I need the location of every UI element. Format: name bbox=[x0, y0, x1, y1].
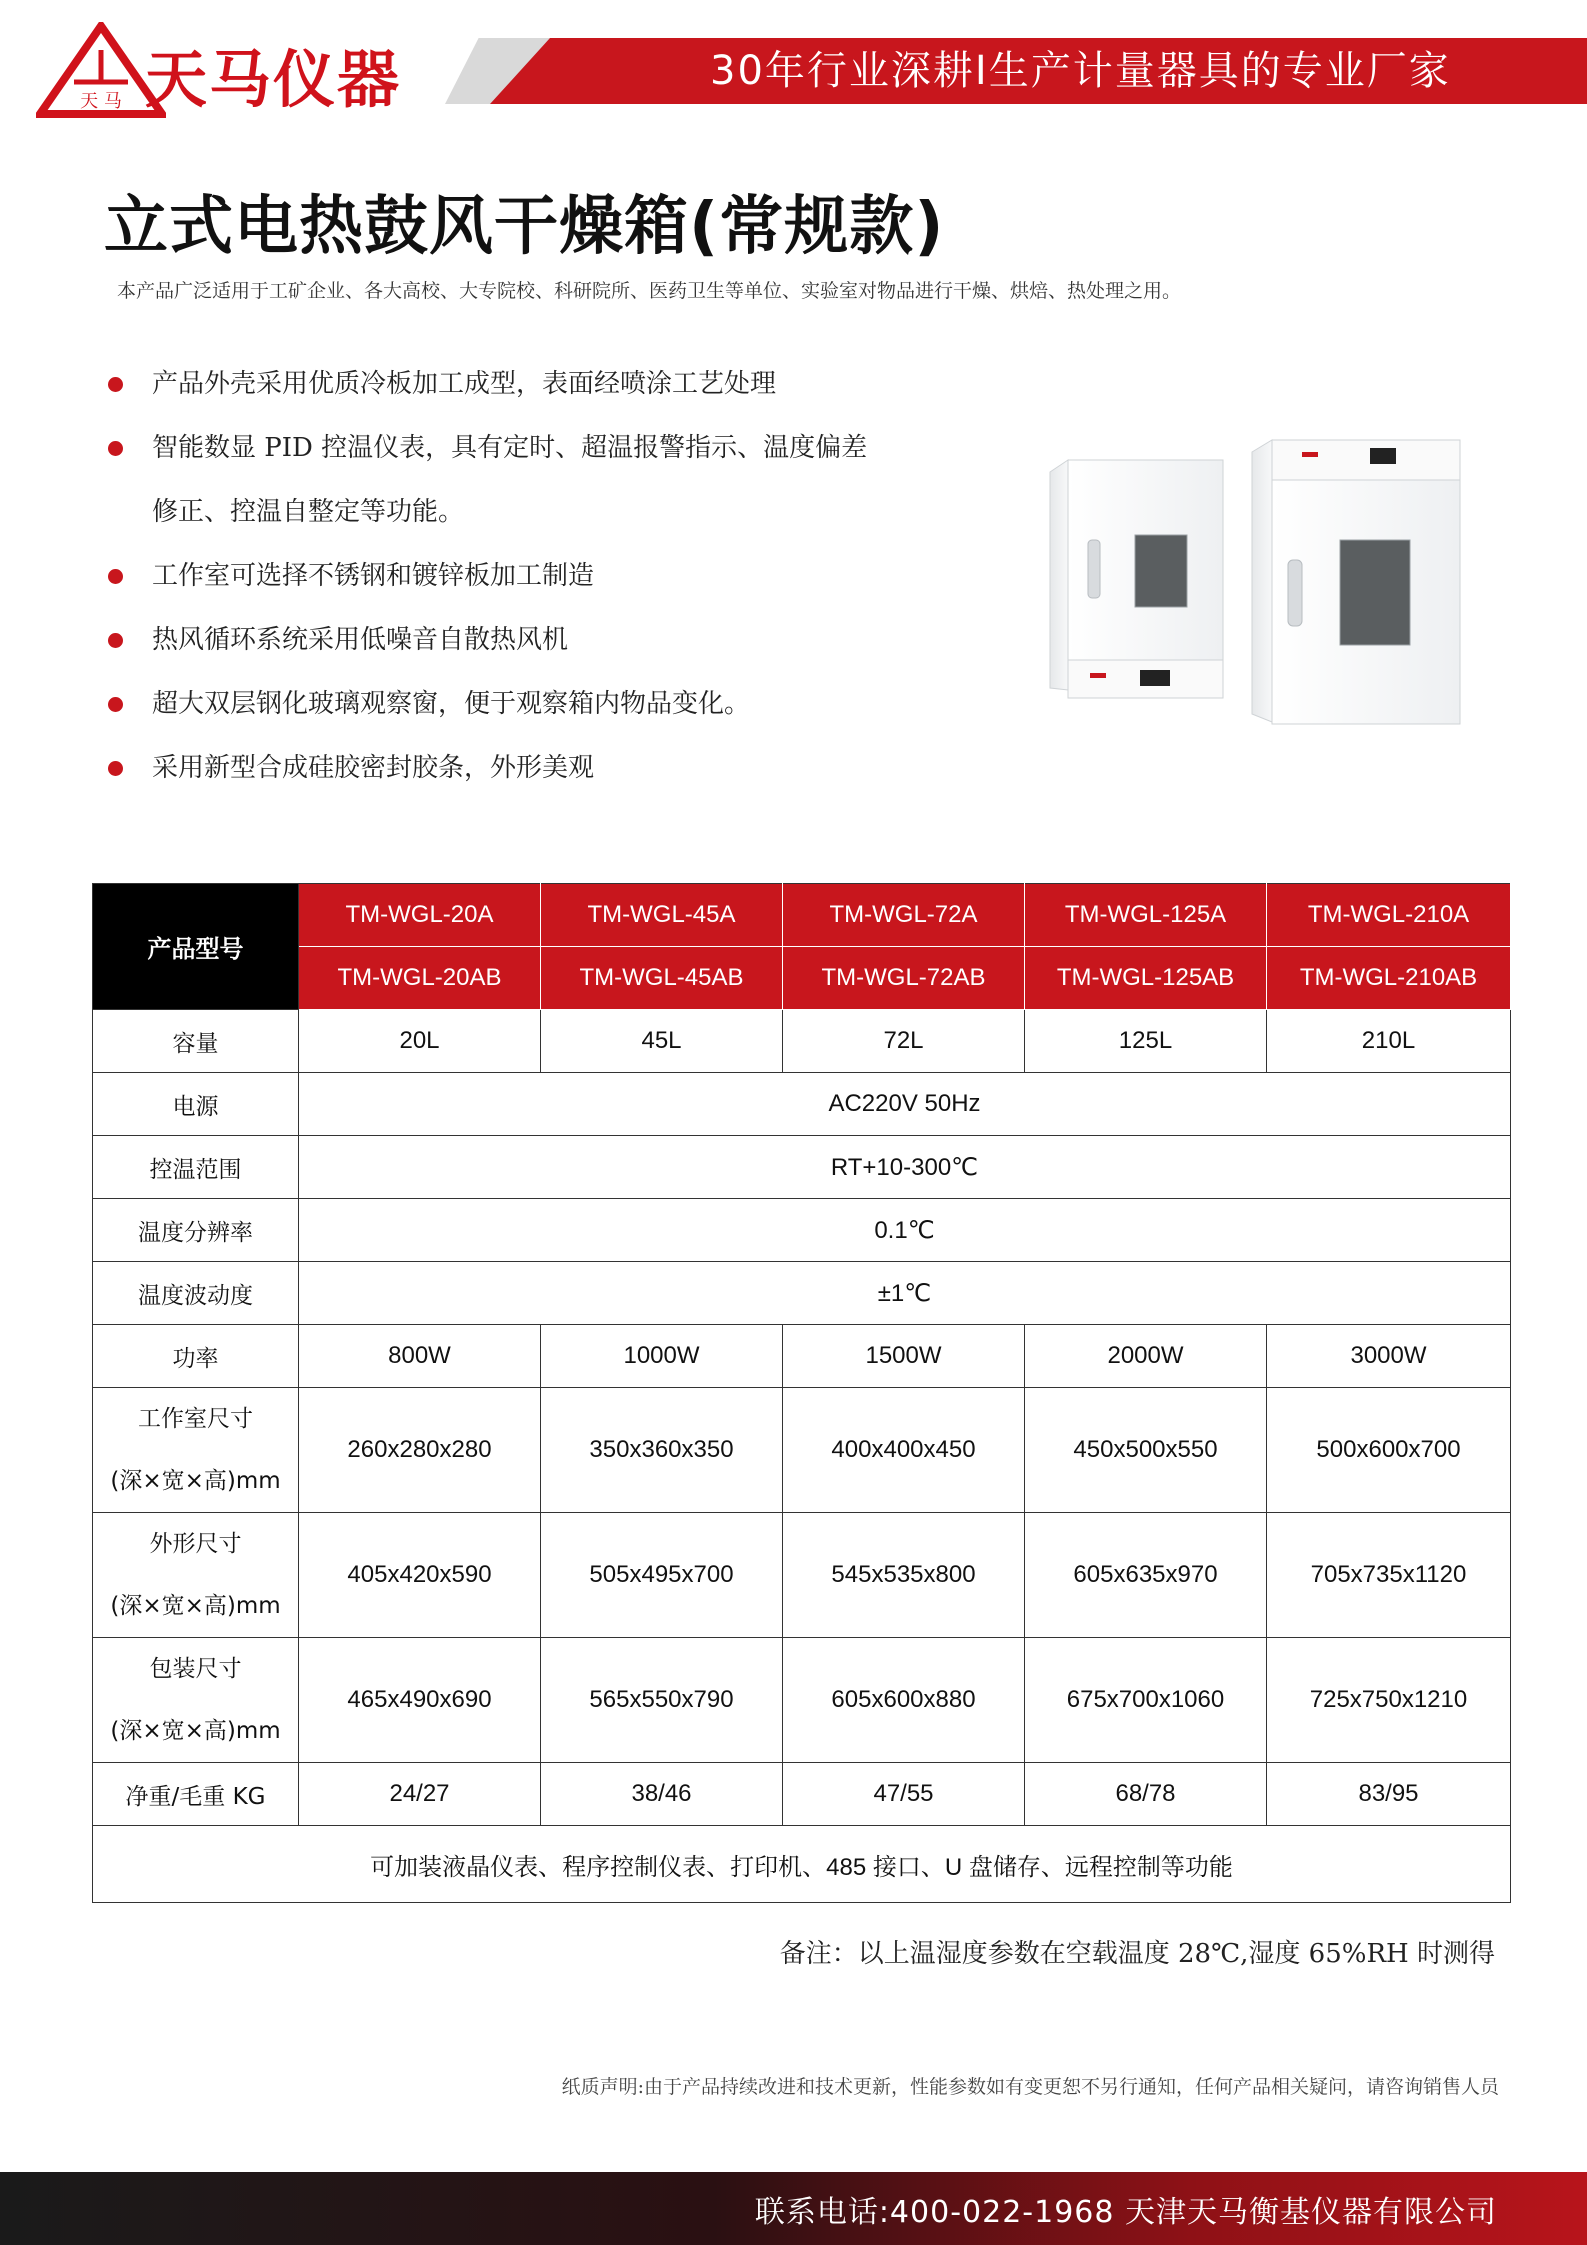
spec-table bbox=[92, 883, 1511, 1903]
table-cell: 725x750x1210 bbox=[1267, 1638, 1511, 1763]
table-cell: 545x535x800 bbox=[783, 1513, 1025, 1638]
bullet-dot-icon bbox=[108, 569, 123, 584]
table-cell: 675x700x1060 bbox=[1025, 1638, 1267, 1763]
page-header bbox=[0, 0, 1587, 130]
table-cell: 505x495x700 bbox=[541, 1513, 783, 1638]
table-row-package-size bbox=[93, 1638, 1511, 1763]
model-cell: TM-WGL-45A bbox=[541, 884, 783, 947]
options-note: 可加装液晶仪表、程序控制仪表、打印机、485 接口、U 盘储存、远程控制等功能 bbox=[93, 1826, 1511, 1903]
model-header-cell: 产品型号 bbox=[93, 884, 299, 1010]
row-label: 电源 bbox=[93, 1073, 299, 1136]
bullet-dot-icon bbox=[108, 633, 123, 648]
feature-item: 采用新型合成硅胶密封胶条，外形美观 bbox=[108, 736, 968, 800]
table-row-power-supply bbox=[93, 1073, 1511, 1136]
model-cell: TM-WGL-72A bbox=[783, 884, 1025, 947]
model-cell: TM-WGL-45AB bbox=[541, 947, 783, 1010]
table-cell: 605x635x970 bbox=[1025, 1513, 1267, 1638]
row-label: 容量 bbox=[93, 1010, 299, 1073]
table-cell: 0.1℃ bbox=[299, 1199, 1511, 1262]
feature-item: 工作室可选择不锈钢和镀锌板加工制造 bbox=[108, 544, 968, 608]
table-cell: 1000W bbox=[541, 1325, 783, 1388]
table-cell: 72L bbox=[783, 1010, 1025, 1073]
measurement-remark: 备注：以上温湿度参数在空载温度 28℃,湿度 65%RH 时测得 bbox=[779, 1939, 1495, 1969]
table-row-fluctuation bbox=[93, 1262, 1511, 1325]
table-row-power bbox=[93, 1325, 1511, 1388]
feature-list bbox=[108, 352, 968, 800]
drying-oven-product-image bbox=[1040, 430, 1480, 730]
bullet-dot-icon bbox=[108, 697, 123, 712]
table-row-note bbox=[93, 1826, 1511, 1903]
table-cell: 800W bbox=[299, 1325, 541, 1388]
table-cell: 605x600x880 bbox=[783, 1638, 1025, 1763]
table-cell: 1500W bbox=[783, 1325, 1025, 1388]
contact-info: 联系电话:400-022-1968 天津天马衡基仪器有限公司 bbox=[754, 2195, 1497, 2230]
feature-item: 产品外壳采用优质冷板加工成型，表面经喷涂工艺处理 bbox=[108, 352, 968, 416]
table-cell: 450x500x550 bbox=[1025, 1388, 1267, 1513]
table-row-resolution bbox=[93, 1199, 1511, 1262]
bullet-dot-icon bbox=[108, 377, 123, 392]
model-cell: TM-WGL-210AB bbox=[1267, 947, 1511, 1010]
table-cell: 400x400x450 bbox=[783, 1388, 1025, 1513]
table-cell: AC220V 50Hz bbox=[299, 1073, 1511, 1136]
table-row-model-ab bbox=[93, 947, 1511, 1010]
model-cell: TM-WGL-20AB bbox=[299, 947, 541, 1010]
header-slogan: 30年行业深耕I生产计量器具的专业厂家 bbox=[710, 48, 1451, 94]
table-cell: 260x280x280 bbox=[299, 1388, 541, 1513]
table-row-capacity bbox=[93, 1010, 1511, 1073]
feature-item-continued: 修正、控温自整定等功能。 bbox=[152, 497, 465, 527]
table-row-chamber-size bbox=[93, 1388, 1511, 1513]
table-cell: 125L bbox=[1025, 1010, 1267, 1073]
table-cell: 47/55 bbox=[783, 1763, 1025, 1826]
row-label: 包装尺寸 (深×宽×高)mm bbox=[93, 1638, 299, 1763]
row-label: 控温范围 bbox=[93, 1136, 299, 1199]
brand-name: 天马仪器 bbox=[145, 43, 402, 116]
table-cell: 45L bbox=[541, 1010, 783, 1073]
table-cell: 405x420x590 bbox=[299, 1513, 541, 1638]
table-row-temp-range bbox=[93, 1136, 1511, 1199]
product-intro: 本产品广泛适用于工矿企业、各大高校、大专院校、科研院所、医药卫生等单位、实验室对物品进行干燥、烘焙、热处理之用。 bbox=[117, 280, 1182, 302]
table-cell: 83/95 bbox=[1267, 1763, 1511, 1826]
row-label: 温度分辨率 bbox=[93, 1199, 299, 1262]
table-cell: 565x550x790 bbox=[541, 1638, 783, 1763]
page-title: 立式电热鼓风干燥箱(常规款) bbox=[104, 190, 945, 264]
row-label: 外形尺寸 (深×宽×高)mm bbox=[93, 1513, 299, 1638]
model-cell: TM-WGL-20A bbox=[299, 884, 541, 947]
feature-item: 超大双层钢化玻璃观察窗，便于观察箱内物品变化。 bbox=[108, 672, 968, 736]
table-cell: 2000W bbox=[1025, 1325, 1267, 1388]
model-cell: TM-WGL-210A bbox=[1267, 884, 1511, 947]
table-cell: 3000W bbox=[1267, 1325, 1511, 1388]
table-cell: 350x360x350 bbox=[541, 1388, 783, 1513]
table-cell: 210L bbox=[1267, 1010, 1511, 1073]
disclaimer-text: 纸质声明:由于产品持续改进和技术更新，性能参数如有变更恕不另行通知，任何产品相关疑问，请咨询销售人员 bbox=[561, 2076, 1499, 2098]
row-label: 功率 bbox=[93, 1325, 299, 1388]
bullet-dot-icon bbox=[108, 761, 123, 776]
model-cell: TM-WGL-125A bbox=[1025, 884, 1267, 947]
table-cell: RT+10-300℃ bbox=[299, 1136, 1511, 1199]
feature-item: 热风循环系统采用低噪音自散热风机 bbox=[108, 608, 968, 672]
logo-text: 天 马 bbox=[80, 91, 122, 112]
row-label: 净重/毛重 KG bbox=[93, 1763, 299, 1826]
feature-item: 智能数显 PID 控温仪表，具有定时、超温报警指示、温度偏差 bbox=[108, 416, 968, 480]
model-cell: TM-WGL-72AB bbox=[783, 947, 1025, 1010]
table-cell: 68/78 bbox=[1025, 1763, 1267, 1826]
table-cell: 465x490x690 bbox=[299, 1638, 541, 1763]
row-label: 温度波动度 bbox=[93, 1262, 299, 1325]
bullet-dot-icon bbox=[108, 441, 123, 456]
table-cell: 705x735x1120 bbox=[1267, 1513, 1511, 1638]
model-cell: TM-WGL-125AB bbox=[1025, 947, 1267, 1010]
table-row-outer-size bbox=[93, 1513, 1511, 1638]
table-row-weight bbox=[93, 1763, 1511, 1826]
row-label: 工作室尺寸 (深×宽×高)mm bbox=[93, 1388, 299, 1513]
table-cell: 24/27 bbox=[299, 1763, 541, 1826]
table-cell: 38/46 bbox=[541, 1763, 783, 1826]
table-cell: ±1℃ bbox=[299, 1262, 1511, 1325]
table-cell: 500x600x700 bbox=[1267, 1388, 1511, 1513]
table-row-model-a bbox=[93, 884, 1511, 947]
table-cell: 20L bbox=[299, 1010, 541, 1073]
